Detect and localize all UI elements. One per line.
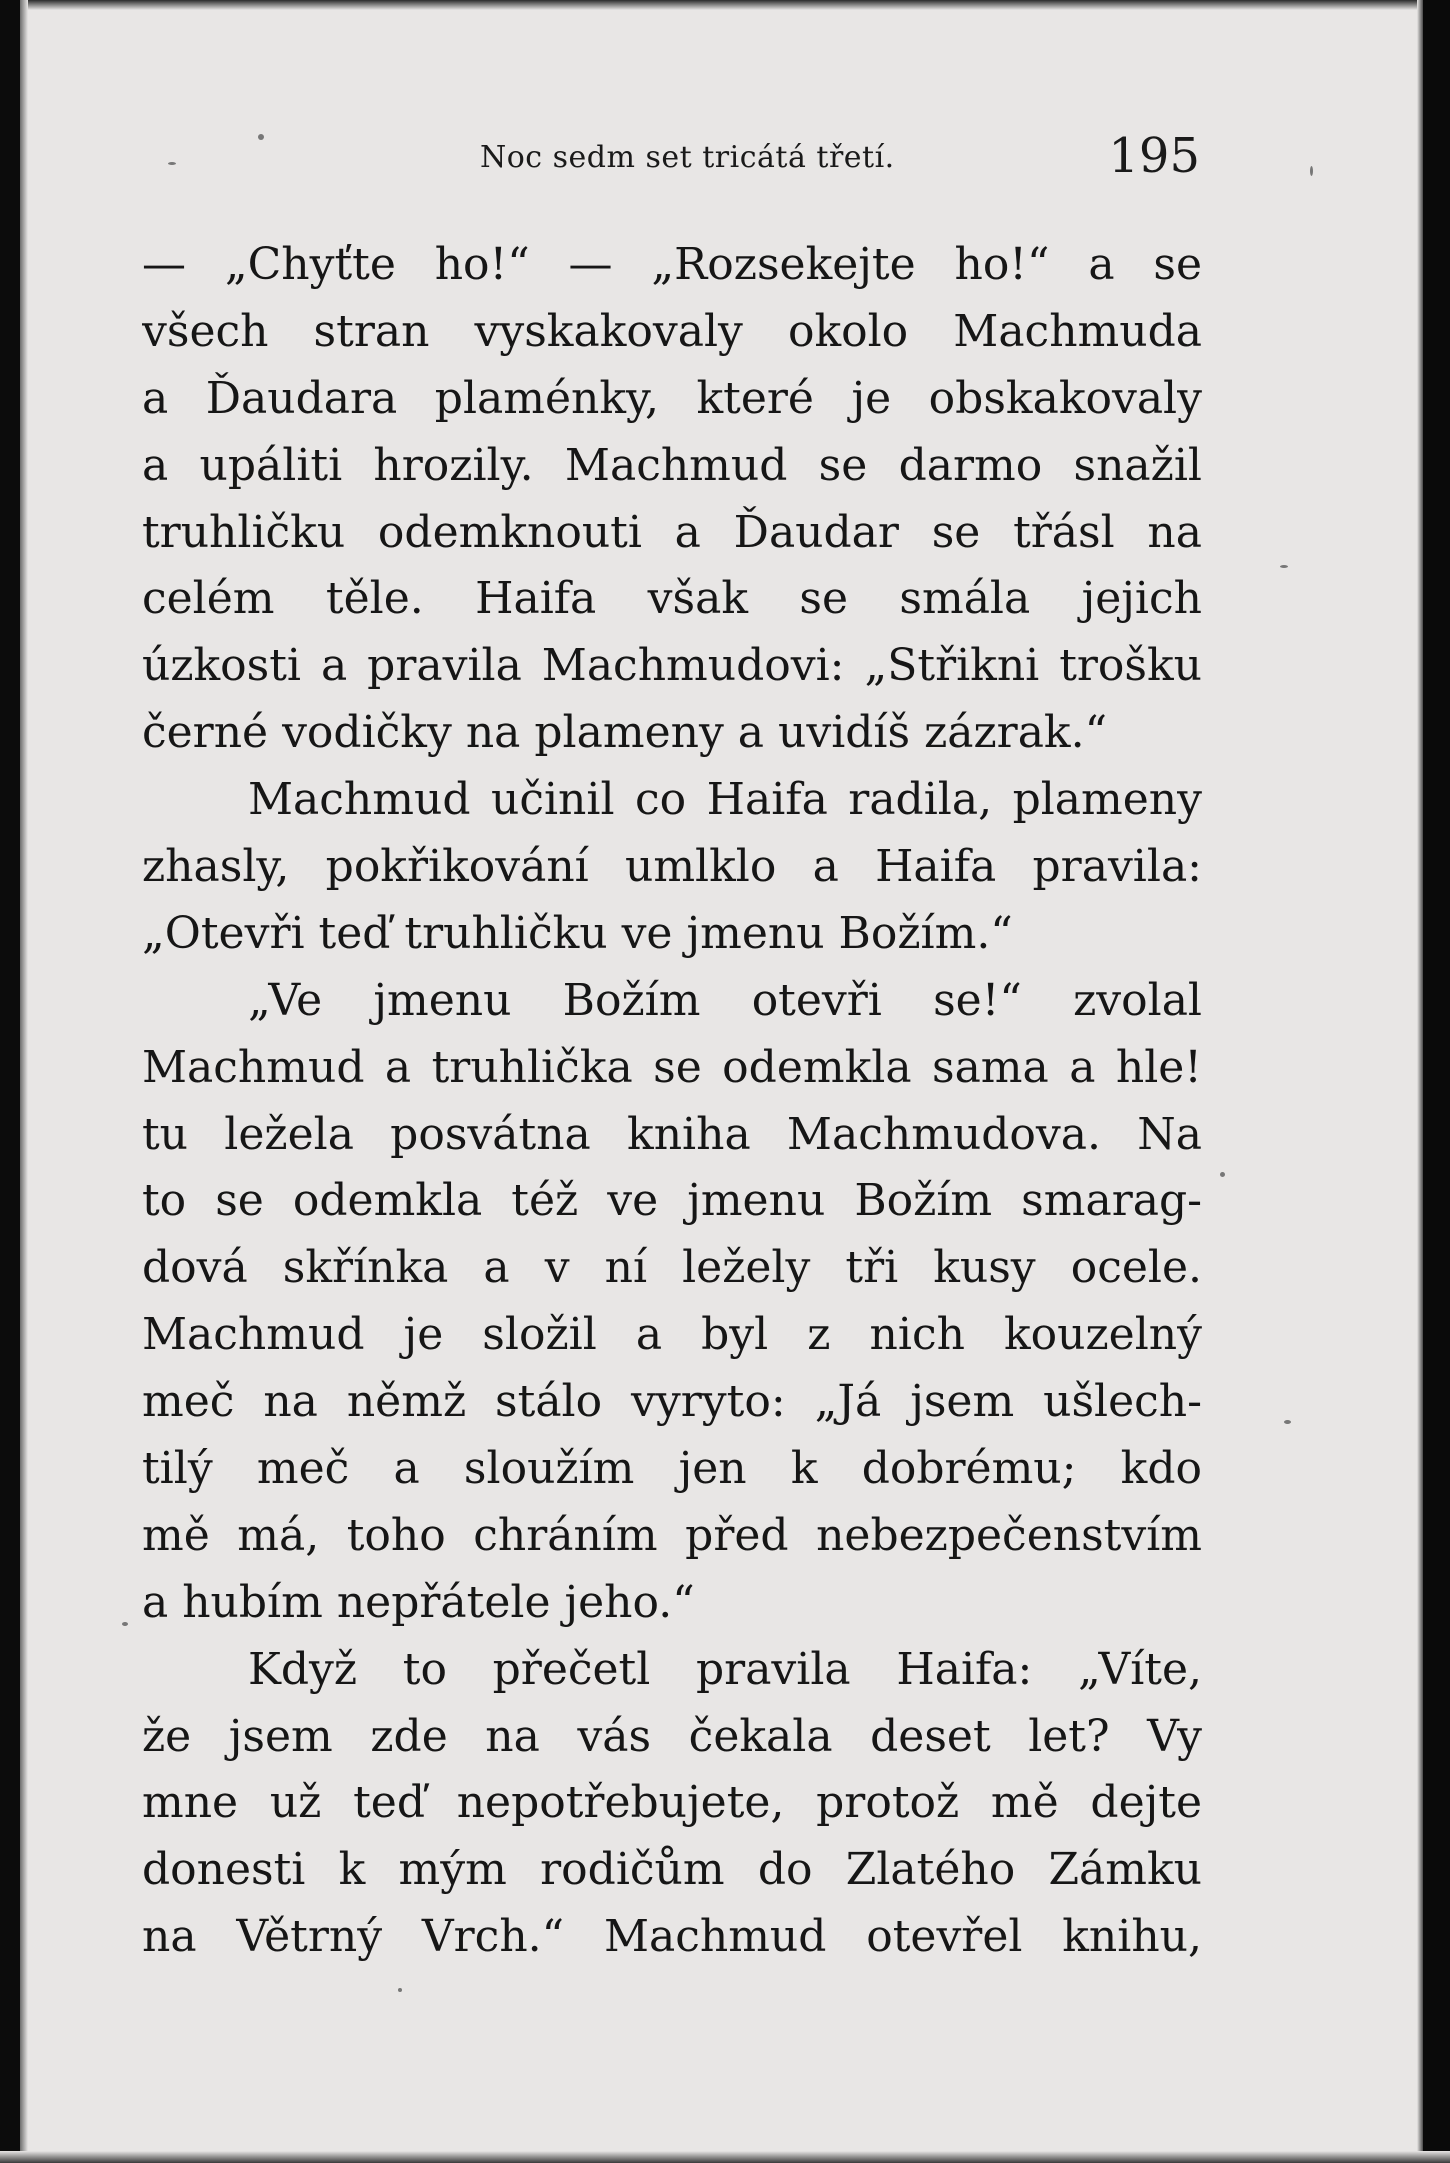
dust-speck [168,162,176,165]
text-line: Když to přečetl pravila Haifa: „Víte, [248,1643,1202,1695]
dust-speck [122,1622,128,1626]
dust-speck [1284,1420,1291,1424]
text-line: tilý meč a sloužím jen k dobrému; kdo [142,1443,1202,1495]
text-line: zhasly, pokřikování umlklo a Haifa pravila: [142,841,1202,893]
text-line: dová skřínka a v ní ležely tři kusy ocele. [142,1242,1202,1294]
dust-speck [1220,1172,1225,1177]
text-line: že jsem zde na vás čekala deset let? Vy [142,1710,1202,1762]
page-number: 195 [1108,128,1200,184]
text-line: Machmud učinil co Haifa radila, plameny [248,774,1202,826]
text-line: a hubím nepřátele jeho.“ [142,1576,695,1628]
dust-speck [398,1988,402,1992]
text-line: donesti k mým rodičům do Zlatého Zámku [142,1844,1202,1896]
text-line: a Ďaudara plaménky, které je obskakovaly [142,372,1202,424]
text-line: — „Chyťte ho!“ — „Rozsekejte ho!“ a se [142,239,1202,290]
running-title: Noc sedm set tricátá třetí. [480,140,895,175]
scan-border-right [1423,0,1450,2163]
dust-speck [1310,166,1313,176]
scan-border-top [0,0,1450,10]
scan-shadow-left [20,0,28,2163]
dust-speck [1280,565,1288,568]
text-line: „Otevři teď truhličku ve jmenu Božím.“ [142,907,1013,959]
text-line: na Větrný Vrch.“ Machmud otevřel knihu, [142,1911,1202,1963]
text-line: Machmud je složil a byl z nich kouzelný [142,1309,1202,1361]
text-line: černé vodičky na plameny a uvidíš zázrak.“ [142,707,1108,759]
scan-border-bottom [0,2151,1450,2163]
text-line: meč na němž stálo vyryto: „Já jsem ušlech- [142,1376,1202,1428]
text-line: všech stran vyskakovaly okolo Machmuda [142,305,1202,357]
text-line: a upáliti hrozily. Machmud se darmo snažil [142,439,1202,491]
page-header [480,128,1200,188]
text-line: truhličku odemknouti a Ďaudar se třásl na [142,506,1202,558]
text-line: mne už teď nepotřebujete, protož mě dejte [142,1777,1202,1829]
dust-speck [258,134,264,140]
body-text [142,232,1202,1971]
scan-border-left [0,0,20,2163]
scan-shadow-right [1417,0,1423,2163]
text-line: tu ležela posvátna kniha Machmudova. Na [142,1108,1202,1160]
text-line: Machmud a truhlička se odemkla sama a hle! [142,1041,1202,1093]
text-line: „Ve jmenu Božím otevři se!“ zvolal [248,974,1202,1026]
text-line: mě má, toho chráním před nebezpečenstvím [142,1509,1202,1561]
text-line: to se odemkla též ve jmenu Božím smarag- [142,1175,1202,1227]
text-line: celém těle. Haifa však se smála jejich [142,573,1202,625]
text-line: úzkosti a pravila Machmudovi: „Střikni trošku [142,640,1202,692]
